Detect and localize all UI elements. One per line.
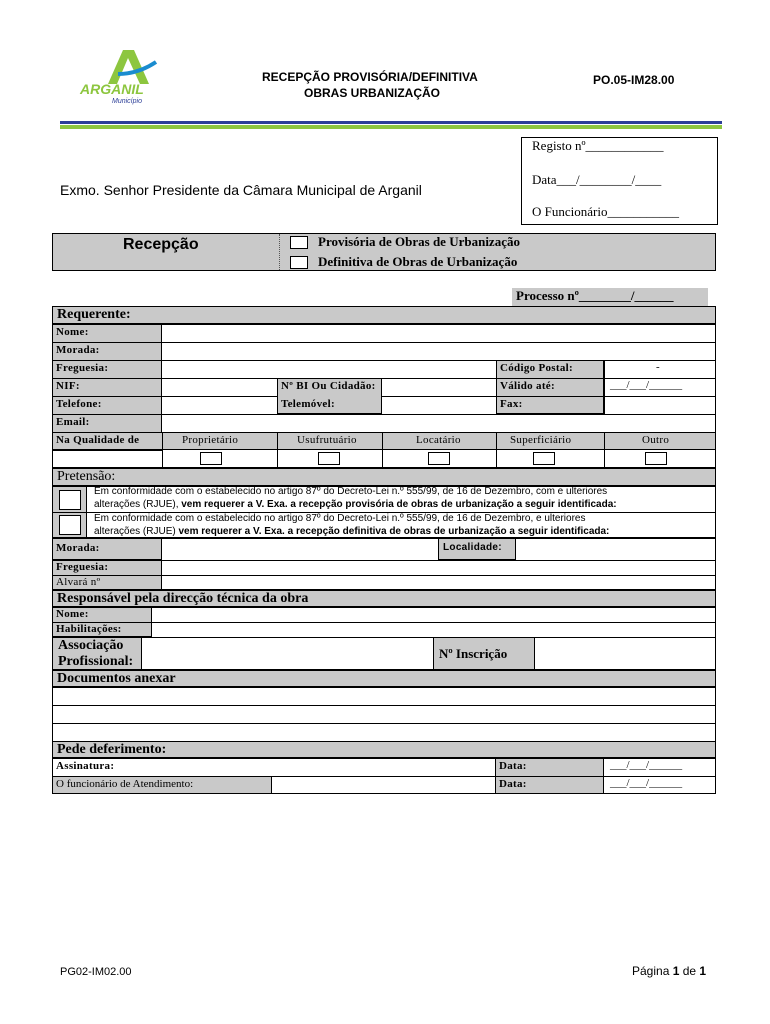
input-nif[interactable]	[163, 379, 276, 395]
label-assinatura: Assinatura:	[56, 760, 115, 772]
pretensao-text-provisoria	[94, 486, 710, 511]
option-proprietario: Proprietário	[182, 434, 239, 446]
processo-field[interactable]	[512, 288, 708, 306]
checkbox-proprietario[interactable]	[200, 452, 222, 465]
checkbox-superficiario[interactable]	[533, 452, 555, 465]
input-responsavel-nome[interactable]	[153, 608, 715, 621]
deferimento-header	[52, 741, 716, 758]
addressee: Exmo. Senhor Presidente da Câmara Municipal de Arganil	[60, 182, 422, 198]
footer-page	[632, 964, 706, 978]
input-pretensao-freguesia[interactable]	[163, 561, 715, 574]
input-alvara[interactable]	[163, 576, 715, 589]
footer-code: PG02-IM02.00	[60, 966, 132, 978]
label-habilitacoes: Habilitações:	[56, 623, 122, 635]
checkbox-outro[interactable]	[645, 452, 667, 465]
label-telefone: Telefone:	[56, 398, 102, 410]
form-title-line1: RECEPÇÃO PROVISÓRIA/DEFINITIVA	[262, 70, 478, 84]
deferimento-section	[52, 741, 716, 794]
label-pretensao-morada: Morada:	[56, 542, 100, 554]
label-alvara: Alvará nº	[56, 576, 101, 588]
pretensao-text-definitiva	[94, 513, 710, 538]
input-telefone[interactable]	[163, 397, 276, 413]
documentos-section	[52, 670, 716, 742]
input-nome[interactable]	[163, 325, 715, 341]
header-stripe-green	[60, 125, 722, 129]
label-associacao-line2: Profissional:	[58, 654, 134, 669]
logo-subtitle: Município	[112, 98, 142, 105]
checkbox-provisoria[interactable]	[290, 236, 308, 249]
input-data-atendimento[interactable]: ___/___/______	[610, 777, 683, 789]
label-fax: Fax:	[500, 398, 523, 410]
documentos-line-1[interactable]	[53, 688, 715, 704]
label-telemovel: Telemóvel:	[281, 398, 335, 410]
documentos-header	[52, 670, 716, 687]
documentos-line-3[interactable]	[53, 724, 715, 741]
checkbox-pretensao-provisoria[interactable]	[59, 490, 81, 510]
option-usufrutuario: Usufrutuário	[297, 434, 357, 446]
deferimento-title: Pede deferimento:	[57, 742, 167, 757]
pretensao-title: Pretensão:	[57, 469, 116, 484]
checkbox-locatario[interactable]	[428, 452, 450, 465]
documentos-line-2[interactable]	[53, 706, 715, 722]
registo-data[interactable]: Data___/________/____	[532, 172, 662, 187]
option-definitiva: Definitiva de Obras de Urbanização	[318, 254, 518, 269]
pretensao-p1-b: alterações (RJUE),	[94, 498, 182, 510]
input-habilitacoes[interactable]	[153, 623, 715, 636]
input-assinatura[interactable]	[53, 759, 494, 775]
input-codigo-postal[interactable]: -	[656, 361, 660, 373]
form-title-line2: OBRAS URBANIZAÇÃO	[304, 86, 440, 100]
label-inscricao: Nº Inscrição	[439, 646, 508, 661]
option-provisoria: Provisória de Obras de Urbanização	[318, 234, 520, 249]
logo-name: ARGANIL	[80, 81, 144, 97]
label-morada: Morada:	[56, 344, 100, 356]
label-valido-ate: Válido até:	[500, 380, 555, 392]
option-superficiario: Superficiário	[510, 434, 572, 446]
requerente-title: Requerente:	[57, 307, 131, 322]
label-pretensao-freguesia: Freguesia:	[56, 561, 109, 573]
pretensao-p1-a: Em conformidade com o estabelecido no artigo 87º do Decreto-Lei n.º 555/99, de 16 de Dezembro, com e ulteriores	[94, 486, 608, 497]
recepcao-section	[52, 233, 716, 271]
label-freguesia: Freguesia:	[56, 362, 109, 374]
footer-page-num: 1	[672, 964, 680, 978]
footer-page-prefix: Página	[632, 964, 673, 978]
label-bi: Nº BI Ou Cidadão:	[281, 380, 376, 392]
responsavel-header	[52, 590, 716, 607]
label-associacao-line1: Associação	[58, 638, 124, 653]
label-codigo-postal: Código Postal:	[500, 362, 573, 374]
pretensao-p2-b: alterações (RJUE)	[94, 525, 179, 537]
input-freguesia[interactable]	[163, 361, 496, 377]
label-responsavel-nome: Nome:	[56, 608, 89, 620]
label-nome: Nome:	[56, 326, 89, 338]
pretensao-p2-a: Em conformidade com o estabelecido no artigo 87º do Decreto-Lei n.º 555/99, de 16 de Dezembro, e ulteriores	[94, 513, 586, 524]
input-telemovel[interactable]	[383, 397, 495, 413]
form-code: PO.05-IM28.00	[593, 73, 675, 87]
qualidade-header	[52, 432, 716, 450]
input-inscricao[interactable]	[536, 638, 715, 669]
label-qualidade: Na Qualidade de	[56, 434, 140, 446]
checkbox-usufrutuario[interactable]	[318, 452, 340, 465]
requerente-table	[52, 306, 716, 468]
label-data-atendimento: Data:	[499, 778, 527, 790]
option-locatario: Locatário	[416, 434, 461, 446]
pretensao-section	[52, 468, 716, 590]
logo	[78, 44, 178, 108]
label-email: Email:	[56, 416, 90, 428]
label-associacao	[58, 638, 133, 670]
processo-label: Processo nº________/______	[516, 288, 674, 303]
checkbox-pretensao-definitiva[interactable]	[59, 515, 81, 535]
pretensao-p2-c: vem requerer a V. Exa. a recepção definitiva de obras de urbanização a seguir identificada:	[178, 525, 610, 537]
input-fax[interactable]	[605, 397, 715, 413]
input-morada[interactable]	[163, 343, 715, 359]
input-email[interactable]	[163, 415, 715, 431]
option-outro: Outro	[642, 434, 670, 446]
registo-funcionario[interactable]: O Funcionário___________	[532, 204, 679, 219]
pretensao-p1-c: vem requerer a V. Exa. a recepção provisória de obras de urbanização a seguir identificada:	[181, 498, 617, 510]
documentos-title: Documentos anexar	[57, 671, 176, 686]
label-funcionario-atendimento: O funcionário de Atendimento:	[56, 778, 194, 790]
input-bi[interactable]	[383, 379, 495, 395]
header-stripe-blue	[60, 121, 722, 124]
input-associacao[interactable]	[143, 638, 433, 669]
footer-page-mid: de	[679, 964, 700, 978]
registo-box	[521, 137, 718, 225]
input-valido-ate[interactable]: ___/___/______	[610, 379, 683, 391]
responsavel-section	[52, 590, 716, 670]
checkbox-definitiva[interactable]	[290, 256, 308, 269]
registo-numero[interactable]: Registo nº____________	[532, 138, 664, 153]
input-data-assinatura[interactable]: ___/___/______	[610, 759, 683, 771]
requerente-header	[52, 306, 716, 324]
responsavel-title: Responsável pela direcção técnica da obra	[57, 591, 309, 606]
label-data-assinatura: Data:	[499, 760, 527, 772]
footer-page-total: 1	[699, 964, 707, 978]
input-funcionario-atendimento[interactable]	[273, 777, 494, 793]
label-localidade: Localidade:	[443, 542, 502, 553]
input-localidade[interactable]	[517, 539, 715, 559]
recepcao-label: Recepção	[123, 236, 199, 253]
pretensao-header	[52, 468, 716, 486]
label-nif: NIF:	[56, 380, 80, 392]
input-pretensao-morada[interactable]	[163, 539, 438, 559]
